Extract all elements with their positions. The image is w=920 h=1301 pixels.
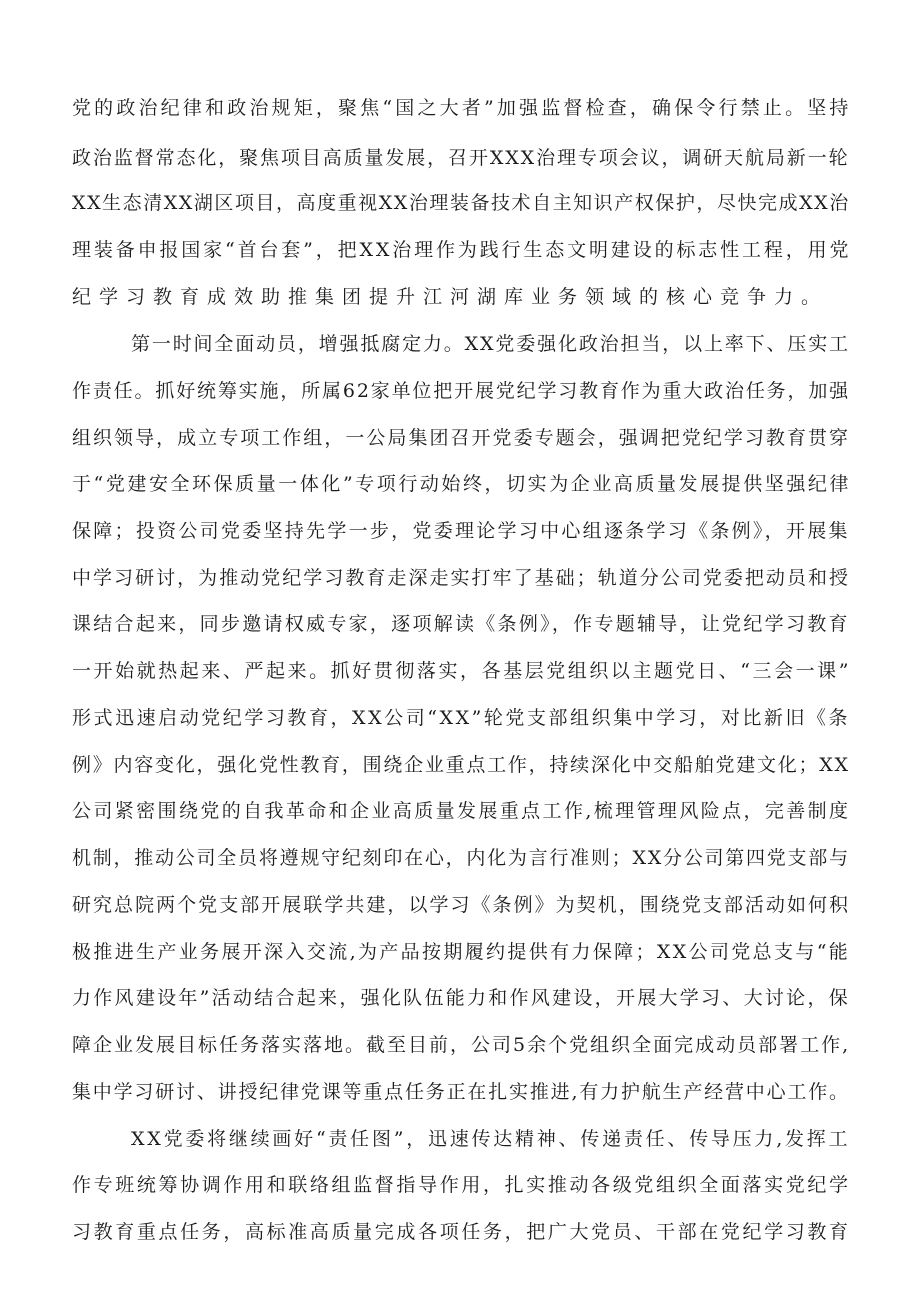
text-line: XX党委将继续画好“责任图”，迅速传达精神、传递责任、传导压力,发挥工 [131, 1128, 851, 1150]
text-line: 机制，推动公司全员将遵规守纪刻印在心，内化为言行准则；XX分公司第四党支部与 [72, 847, 850, 869]
text-line: 党的政治纪律和政治规矩，聚焦“国之大者”加强监督检查，确保令行禁止。坚持 [72, 97, 852, 119]
text-line: 例》内容变化，强化党性教育，围绕企业重点工作，持续深化中交船舶党建文化；XX [72, 754, 850, 776]
text-line: 纪学习教育成效助推集团提升江河湖库业务领域的核心竞争力。 [72, 286, 829, 308]
text-line: 理装备申报国家“首台套”，把XX治理作为践行生态文明建设的标志性工程，用党 [72, 239, 852, 261]
text-line: 课结合起来，同步邀请权威专家，逐项解读《条例》，作专题辅导，让党纪学习教育 [72, 613, 850, 635]
text-line: 作责任。抓好统筹实施，所属62家单位把开展党纪学习教育作为重大政治任务，加强 [72, 380, 851, 402]
text-line: 组织领导，成立专项工作组，一公局集团召开党委专题会，强调把党纪学习教育贯穿 [72, 427, 851, 449]
text-line: 力作风建设年”活动结合起来，强化队伍能力和作风建设，开展大学习、大讨论，保 [72, 987, 851, 1009]
text-line: 政治监督常态化，聚焦项目高质量发展，召开XXX治理专项会议，调研天航局新一轮 [72, 147, 850, 169]
text-line: 第一时间全面动员，增强抵腐定力。XX党委强化政治担当，以上率下、压实工 [131, 333, 850, 355]
text-line: 障企业发展目标任务落实落地。截至目前，公司5余个党组织全面完成动员部署工作, [72, 1034, 851, 1056]
text-line: XX生态清XX湖区项目，高度重视XX治理装备技术自主知识产权保护，尽快完成XX治 [72, 192, 850, 214]
text-line: 极推进生产业务展开深入交流,为产品按期履约提供有力保障；XX公司党总支与“能 [72, 941, 851, 963]
text-line: 作专班统筹协调作用和联络组监督指导作用，扎实推动各级党组织全面落实党纪学 [72, 1174, 851, 1196]
text-line: 中学习研讨，为推动党纪学习教育走深走实打牢了基础；轨道分公司党委把动员和授 [72, 567, 851, 589]
text-line: 一开始就热起来、严起来。抓好贯彻落实，各基层党组织以主题党日、“三会一课” [72, 660, 852, 682]
text-line: 于“党建安全环保质量一体化”专项行动始终，切实为企业高质量发展提供坚强纪律 [72, 473, 852, 495]
text-line: 集中学习研讨、讲授纪律党课等重点任务正在扎实推进,有力护航生产经营中心工作。 [72, 1081, 850, 1103]
text-line: 公司紧密围绕党的自我革命和企业高质量发展重点工作,梳理管理风险点，完善制度 [72, 800, 851, 822]
text-line: 习教育重点任务，高标准高质量完成各项任务，把广大党员、干部在党纪学习教育 [72, 1221, 851, 1243]
text-line: 保障；投资公司党委坚持先学一步，党委理论学习中心组逐条学习《条例》，开展集 [72, 520, 850, 542]
text-line: 研究总院两个党支部开展联学共建，以学习《条例》为契机，围绕党支部活动如何积 [72, 894, 851, 916]
text-line: 形式迅速启动党纪学习教育，XX公司“XX”轮党支部组织集中学习，对比新旧《条 [72, 707, 851, 729]
